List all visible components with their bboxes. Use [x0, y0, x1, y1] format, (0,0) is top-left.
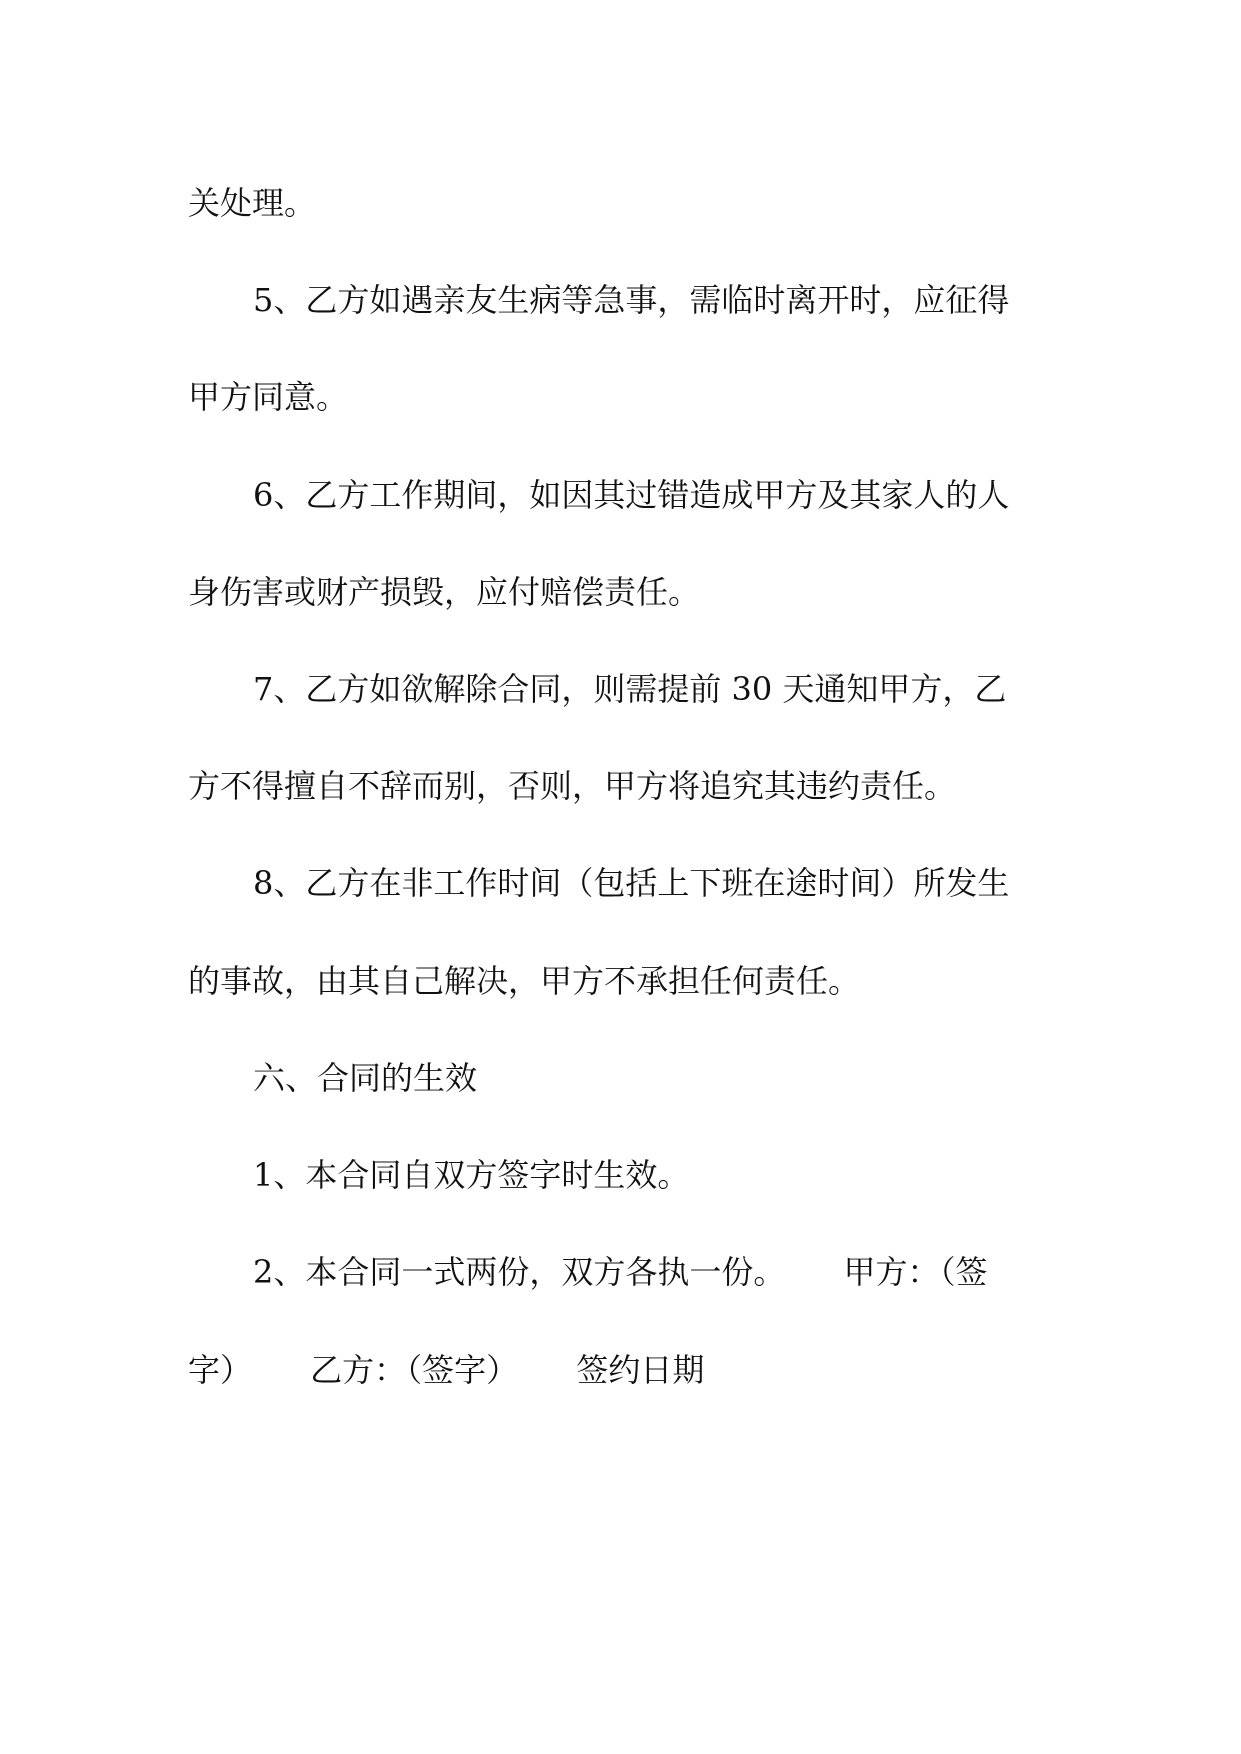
text-line: 2、本合同一式两份，双方各执一份。 甲方：（签: [253, 1253, 988, 1291]
text-line: 方不得擅自不辞而别，否则，甲方将追究其违约责任。: [188, 767, 957, 805]
text-line: 关处理。: [188, 184, 317, 222]
text-line: 1、本合同自双方签字时生效。: [253, 1156, 690, 1194]
text-line: 7、乙方如欲解除合同，则需提前 30 天通知甲方，乙: [253, 670, 1007, 708]
section-heading: 六、合同的生效: [253, 1059, 478, 1097]
text-line: 8、乙方在非工作时间（包括上下班在途时间）所发生: [253, 864, 1010, 902]
text-line: 6、乙方工作期间，如因其过错造成甲方及其家人的人: [253, 476, 1010, 514]
text-line: 身伤害或财产损毁，应付赔偿责任。: [188, 573, 701, 611]
text-line: 的事故，由其自己解决，甲方不承担任何责任。: [188, 962, 861, 1000]
signature-line: 字） 乙方：（签字） 签约日期: [188, 1351, 705, 1389]
text-line: 5、乙方如遇亲友生病等急事，需临时离开时，应征得: [253, 281, 1010, 319]
text-line: 甲方同意。: [188, 378, 349, 416]
